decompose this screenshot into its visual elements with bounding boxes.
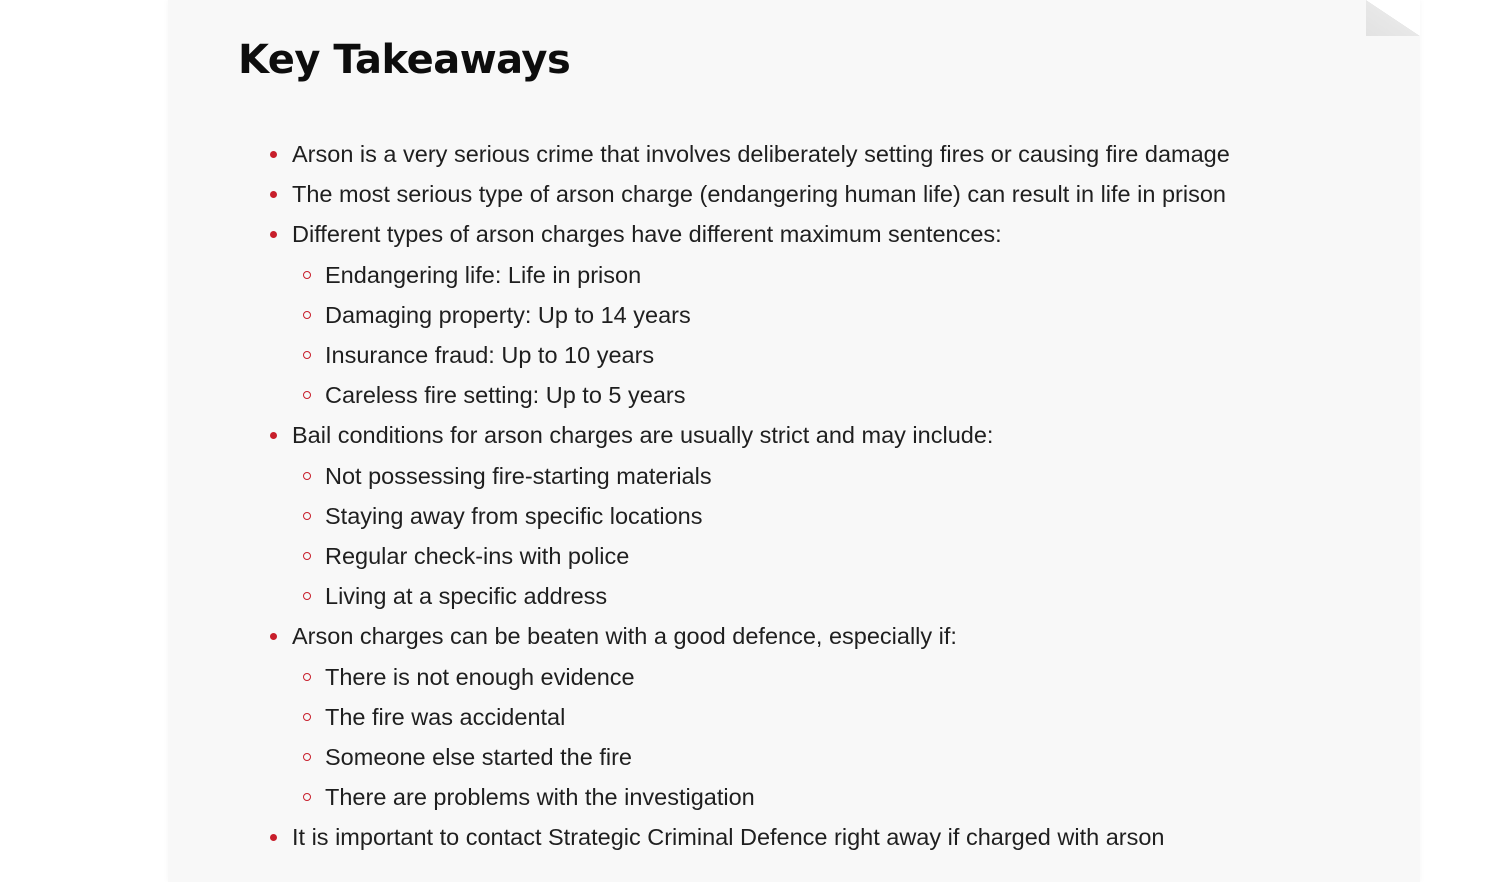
sub-list-item-text: Someone else started the fire (325, 744, 632, 771)
sub-list-item-text: Staying away from specific locations (325, 502, 703, 529)
circle-bullet-icon (303, 512, 311, 520)
list-item (270, 415, 1390, 616)
circle-bullet-icon (303, 552, 311, 560)
sub-list-item (270, 456, 1390, 496)
circle-bullet-icon (303, 592, 311, 600)
list-item-text: The most serious type of arson charge (endangering human life) can result in life in prison (292, 181, 1226, 208)
takeaways-list (270, 134, 1390, 858)
list-item (270, 616, 1390, 817)
sub-list (270, 255, 1390, 416)
page-title: Key Takeaways (238, 37, 571, 83)
circle-bullet-icon (303, 311, 311, 319)
list-item (270, 214, 1390, 415)
sub-list-item (270, 255, 1390, 295)
sub-list-item-text: There is not enough evidence (325, 663, 635, 690)
circle-bullet-icon (303, 673, 311, 681)
list-item (270, 817, 1390, 857)
circle-bullet-icon (303, 391, 311, 399)
sub-list (270, 657, 1390, 818)
sub-list-item-text: Regular check-ins with police (325, 543, 630, 570)
list-item (270, 174, 1390, 214)
circle-bullet-icon (303, 793, 311, 801)
sub-list-item-text: The fire was accidental (325, 703, 566, 730)
circle-bullet-icon (303, 753, 311, 761)
sub-list-item-text: Living at a specific address (325, 583, 608, 610)
sub-list-item (270, 697, 1390, 737)
sub-list-item (270, 576, 1390, 616)
bullet-icon (270, 191, 277, 198)
sub-list-item-text: There are problems with the investigation (325, 784, 755, 811)
sub-list-item (270, 496, 1390, 536)
sub-list-item (270, 657, 1390, 697)
circle-bullet-icon (303, 713, 311, 721)
circle-bullet-icon (303, 472, 311, 480)
bullet-icon (270, 834, 277, 841)
bullet-icon (270, 633, 277, 640)
circle-bullet-icon (303, 271, 311, 279)
page-fold-corner (1366, 0, 1420, 36)
sub-list-item (270, 295, 1390, 335)
sub-list-item-text: Careless fire setting: Up to 5 years (325, 382, 686, 409)
sub-list (270, 456, 1390, 617)
bullet-icon (270, 231, 277, 238)
list-item (270, 134, 1390, 174)
sub-list-item-text: Endangering life: Life in prison (325, 261, 642, 288)
list-item-text: Bail conditions for arson charges are usually strict and may include: (292, 422, 994, 449)
sub-list-item-text: Damaging property: Up to 14 years (325, 301, 691, 328)
sub-list-item (270, 737, 1390, 777)
sub-list-item (270, 375, 1390, 415)
sub-list-item (270, 777, 1390, 817)
list-item-text: It is important to contact Strategic Criminal Defence right away if charged with arson (292, 824, 1165, 851)
list-item-text: Arson is a very serious crime that involves deliberately setting fires or causing fire damage (292, 141, 1230, 167)
takeaways-card (168, 0, 1420, 882)
list-item-text: Arson charges can be beaten with a good defence, especially if: (292, 623, 957, 650)
sub-list-item (270, 536, 1390, 576)
bullet-icon (270, 432, 277, 439)
circle-bullet-icon (303, 351, 311, 359)
sub-list-item (270, 335, 1390, 375)
sub-list-item-text: Not possessing fire-starting materials (325, 462, 712, 489)
list-item-text: Different types of arson charges have different maximum sentences: (292, 221, 1002, 248)
sub-list-item-text: Insurance fraud: Up to 10 years (325, 342, 655, 369)
bullet-icon (270, 151, 277, 158)
